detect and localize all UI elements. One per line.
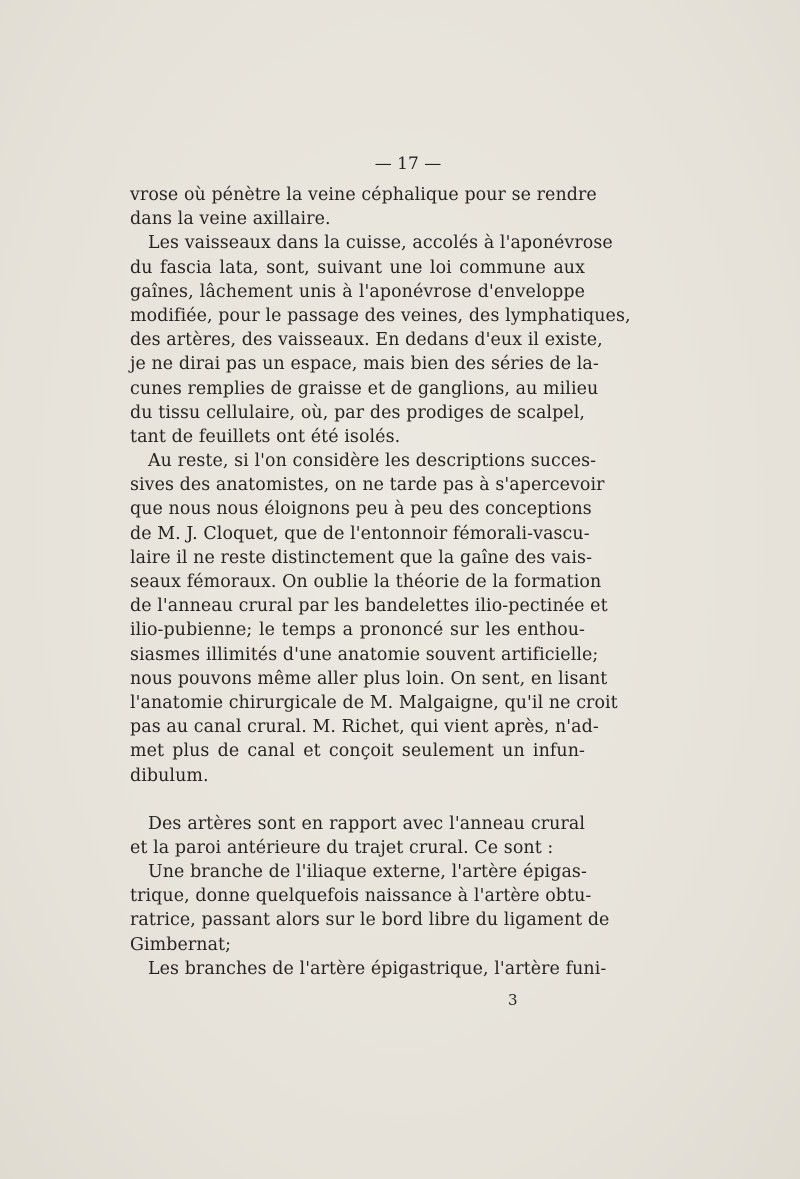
text-line: dans la veine axillaire. bbox=[130, 209, 331, 230]
text-line: Les vaisseaux dans la cuisse, accolés à l'aponévrose bbox=[148, 233, 613, 254]
text-line: vrose où pénètre la veine céphalique pour se rendre bbox=[130, 185, 597, 205]
text-line: des artères, des vaisseaux. En dedans d'eux il existe, bbox=[130, 330, 603, 351]
text-line: Des artères sont en rapport avec l'anneau crural bbox=[148, 813, 585, 834]
text-line: nous pouvons même aller plus loin. On sent, en lisant bbox=[130, 668, 608, 689]
text-line: Une branche de l'iliaque externe, l'artère épigas- bbox=[148, 862, 587, 883]
text-line: je ne dirai pas un espace, mais bien des séries de la- bbox=[130, 354, 599, 375]
text-line: ilio-pubienne; le temps a prononcé sur les enthou- bbox=[130, 620, 585, 641]
body-text bbox=[130, 183, 631, 981]
text-line: modifiée, pour le passage des veines, des lymphatiques, bbox=[130, 305, 631, 326]
text-line: Au reste, si l'on considère les descriptions succes- bbox=[148, 451, 597, 472]
text-line: sives des anatomistes, on ne tarde pas à s'apercevoir bbox=[130, 475, 605, 496]
paragraph bbox=[130, 183, 597, 231]
text-line: trique, donne quelquefois naissance à l'artère obtu- bbox=[130, 886, 592, 907]
text-line: du fascia lata, sont, suivant une loi commune aux bbox=[130, 257, 585, 278]
paragraph-gap bbox=[130, 788, 585, 812]
text-line: Les branches de l'artère épigastrique, l'artère funi- bbox=[148, 958, 607, 979]
text-line: cunes remplies de graisse et de ganglions, au milieu bbox=[130, 378, 599, 399]
text-line: l'anatomie chirurgicale de M. Malgaigne, qu'il ne croit bbox=[130, 692, 618, 713]
signature-mark: 3 bbox=[508, 991, 518, 1009]
paragraph bbox=[130, 812, 585, 860]
text-line: met plus de canal et conçoit seulement un infun- bbox=[130, 741, 585, 762]
text-line: seaux fémoraux. On oublie la théorie de la formation bbox=[130, 572, 602, 592]
text-line: tant de feuillets ont été isolés. bbox=[130, 426, 401, 447]
paragraph bbox=[130, 449, 618, 788]
paragraph bbox=[130, 860, 610, 957]
text-line: de M. J. Cloquet, que de l'entonnoir fémorali-vascu- bbox=[130, 523, 590, 544]
text-line: laire il ne reste distinctement que la gaîne des vais- bbox=[130, 547, 593, 568]
text-line: ratrice, passant alors sur le bord libre du ligament de bbox=[130, 910, 610, 931]
text-line: de l'anneau crural par les bandelettes ilio-pectinée et bbox=[130, 596, 608, 617]
text-line: dibulum. bbox=[130, 765, 209, 786]
text-line: siasmes illimités d'une anatomie souvent artificielle; bbox=[130, 644, 599, 665]
text-line: gaînes, lâchement unis à l'aponévrose d'enveloppe bbox=[130, 281, 585, 302]
page-number: — 17 — bbox=[374, 154, 442, 174]
text-line: du tissu cellulaire, où, par des prodiges de scalpel, bbox=[130, 402, 585, 423]
text-line: et la paroi antérieure du trajet crural. Ce sont : bbox=[130, 837, 554, 858]
text-line: Gimbernat; bbox=[130, 934, 232, 955]
text-line: que nous nous éloignons peu à peu des conceptions bbox=[130, 499, 592, 520]
paragraph bbox=[130, 957, 607, 981]
text-line: pas au canal crural. M. Richet, qui vient après, n'ad- bbox=[130, 717, 599, 738]
paragraph bbox=[130, 231, 631, 449]
